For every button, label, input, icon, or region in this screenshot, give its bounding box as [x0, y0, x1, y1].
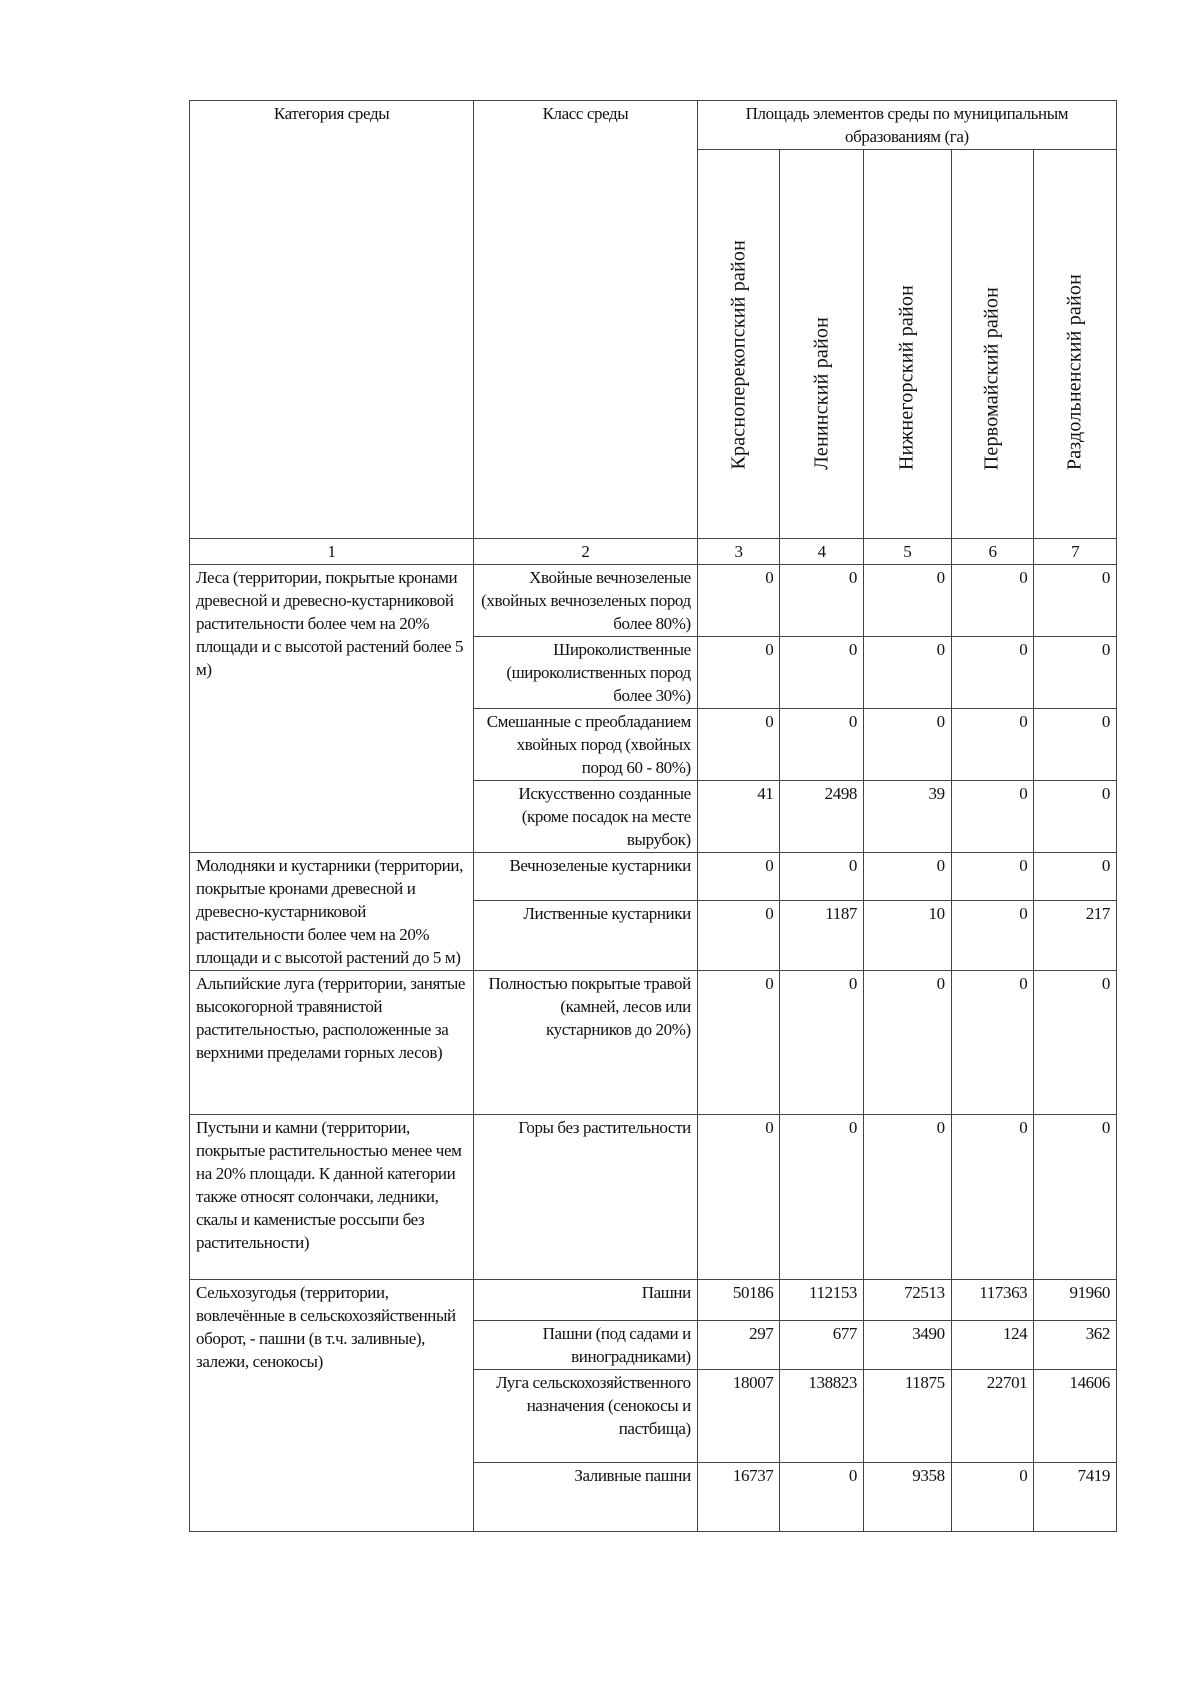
class-cell: Смешанные с преобладанием хвойных пород (хвойных пород 60 - 80%)	[474, 709, 698, 781]
column-number: 4	[780, 539, 864, 565]
class-cell: Хвойные вечнозеленые (хвойных вечнозеленых пород более 80%)	[474, 565, 698, 637]
value-cell: 0	[951, 709, 1034, 781]
category-cell: Пустыни и камни (территории, покрытые растительностью менее чем на 20% площади. К данной категории также относят солончаки, ледники, скалы и каменистые россыпи без растительности)	[190, 1115, 474, 1280]
value-cell: 2498	[780, 781, 864, 853]
table-row	[190, 1115, 1117, 1280]
value-cell: 0	[951, 1115, 1034, 1280]
value-cell: 0	[1034, 1115, 1117, 1280]
value-cell: 0	[780, 637, 864, 709]
value-cell: 1187	[780, 900, 864, 970]
table-row	[190, 971, 1117, 1115]
value-cell: 217	[1034, 900, 1117, 970]
class-cell: Лиственные кустарники	[474, 900, 698, 970]
value-cell: 0	[697, 900, 780, 970]
column-number: 3	[697, 539, 780, 565]
header-class: Класс среды	[474, 101, 698, 539]
value-cell: 124	[951, 1321, 1034, 1370]
class-cell: Заливные пашни	[474, 1463, 698, 1532]
value-cell: 0	[780, 971, 864, 1115]
value-cell: 0	[697, 565, 780, 637]
district-header: Нижнегорский район	[864, 150, 952, 539]
class-cell: Пашни (под садами и виноградниками)	[474, 1321, 698, 1370]
category-cell: Леса (территории, покрытые кронами древесной и древесно-кустарниковой растительности более чем на 20% площади и с высотой растений более 5 м)	[190, 565, 474, 853]
value-cell: 72513	[864, 1280, 952, 1321]
district-header: Раздольненский район	[1034, 150, 1117, 539]
class-cell: Широколиственные (широколиственных пород более 30%)	[474, 637, 698, 709]
value-cell: 0	[864, 637, 952, 709]
value-cell: 677	[780, 1321, 864, 1370]
class-cell: Полностью покрытые травой (камней, лесов или кустарников до 20%)	[474, 971, 698, 1115]
value-cell: 0	[1034, 853, 1117, 901]
column-number: 7	[1034, 539, 1117, 565]
value-cell: 0	[1034, 709, 1117, 781]
value-cell: 16737	[697, 1463, 780, 1532]
value-cell: 0	[1034, 971, 1117, 1115]
value-cell: 138823	[780, 1370, 864, 1463]
value-cell: 0	[951, 637, 1034, 709]
value-cell: 0	[780, 565, 864, 637]
table-row	[190, 565, 1117, 637]
column-number: 5	[864, 539, 952, 565]
class-cell: Вечнозеленые кустарники	[474, 853, 698, 901]
value-cell: 39	[864, 781, 952, 853]
table-row	[190, 1280, 1117, 1321]
class-cell: Искусственно созданные (кроме посадок на месте вырубок)	[474, 781, 698, 853]
district-header: Ленинский район	[780, 150, 864, 539]
value-cell: 0	[864, 853, 952, 901]
value-cell: 0	[697, 853, 780, 901]
value-cell: 50186	[697, 1280, 780, 1321]
value-cell: 0	[864, 709, 952, 781]
value-cell: 0	[780, 1463, 864, 1532]
value-cell: 0	[951, 565, 1034, 637]
value-cell: 0	[697, 1115, 780, 1280]
value-cell: 14606	[1034, 1370, 1117, 1463]
class-cell: Горы без растительности	[474, 1115, 698, 1280]
value-cell: 0	[951, 853, 1034, 901]
value-cell: 0	[780, 853, 864, 901]
value-cell: 297	[697, 1321, 780, 1370]
header-area-group: Площадь элементов среды по муниципальным образованиям (га)	[697, 101, 1116, 150]
value-cell: 0	[780, 709, 864, 781]
class-cell: Пашни	[474, 1280, 698, 1321]
value-cell: 0	[951, 781, 1034, 853]
column-number: 2	[474, 539, 698, 565]
value-cell: 0	[697, 971, 780, 1115]
value-cell: 18007	[697, 1370, 780, 1463]
value-cell: 0	[780, 1115, 864, 1280]
value-cell: 91960	[1034, 1280, 1117, 1321]
header-row	[190, 101, 1117, 150]
value-cell: 362	[1034, 1321, 1117, 1370]
column-numbers-row	[190, 539, 1117, 565]
column-number: 6	[951, 539, 1034, 565]
district-header: Красноперекопский район	[697, 150, 780, 539]
value-cell: 0	[1034, 565, 1117, 637]
value-cell: 112153	[780, 1280, 864, 1321]
value-cell: 0	[697, 709, 780, 781]
value-cell: 41	[697, 781, 780, 853]
column-number: 1	[190, 539, 474, 565]
value-cell: 3490	[864, 1321, 952, 1370]
category-cell: Молодняки и кустарники (территории, покрытые кронами древесной и древесно-кустарниковой растительности более чем на 20% площади и с высотой растений до 5 м)	[190, 853, 474, 971]
land-cover-table	[189, 100, 1117, 1532]
value-cell: 0	[1034, 637, 1117, 709]
value-cell: 0	[951, 971, 1034, 1115]
value-cell: 10	[864, 900, 952, 970]
class-cell: Луга сельскохозяйственного назначения (сенокосы и пастбища)	[474, 1370, 698, 1463]
value-cell: 117363	[951, 1280, 1034, 1321]
value-cell: 0	[1034, 781, 1117, 853]
value-cell: 11875	[864, 1370, 952, 1463]
district-header: Первомайский район	[951, 150, 1034, 539]
value-cell: 0	[864, 971, 952, 1115]
category-cell: Сельхозугодья (территории, вовлечённые в сельскохозяйственный оборот, - пашни (в т.ч. заливные), залежи, сенокосы)	[190, 1280, 474, 1532]
value-cell: 0	[864, 1115, 952, 1280]
value-cell: 0	[864, 565, 952, 637]
value-cell: 0	[951, 900, 1034, 970]
value-cell: 0	[697, 637, 780, 709]
table-row	[190, 853, 1117, 901]
value-cell: 22701	[951, 1370, 1034, 1463]
header-category: Категория среды	[190, 101, 474, 539]
value-cell: 9358	[864, 1463, 952, 1532]
value-cell: 7419	[1034, 1463, 1117, 1532]
category-cell: Альпийские луга (территории, занятые высокогорной травянистой растительностью, расположенные за верхними пределами горных лесов)	[190, 971, 474, 1115]
value-cell: 0	[951, 1463, 1034, 1532]
